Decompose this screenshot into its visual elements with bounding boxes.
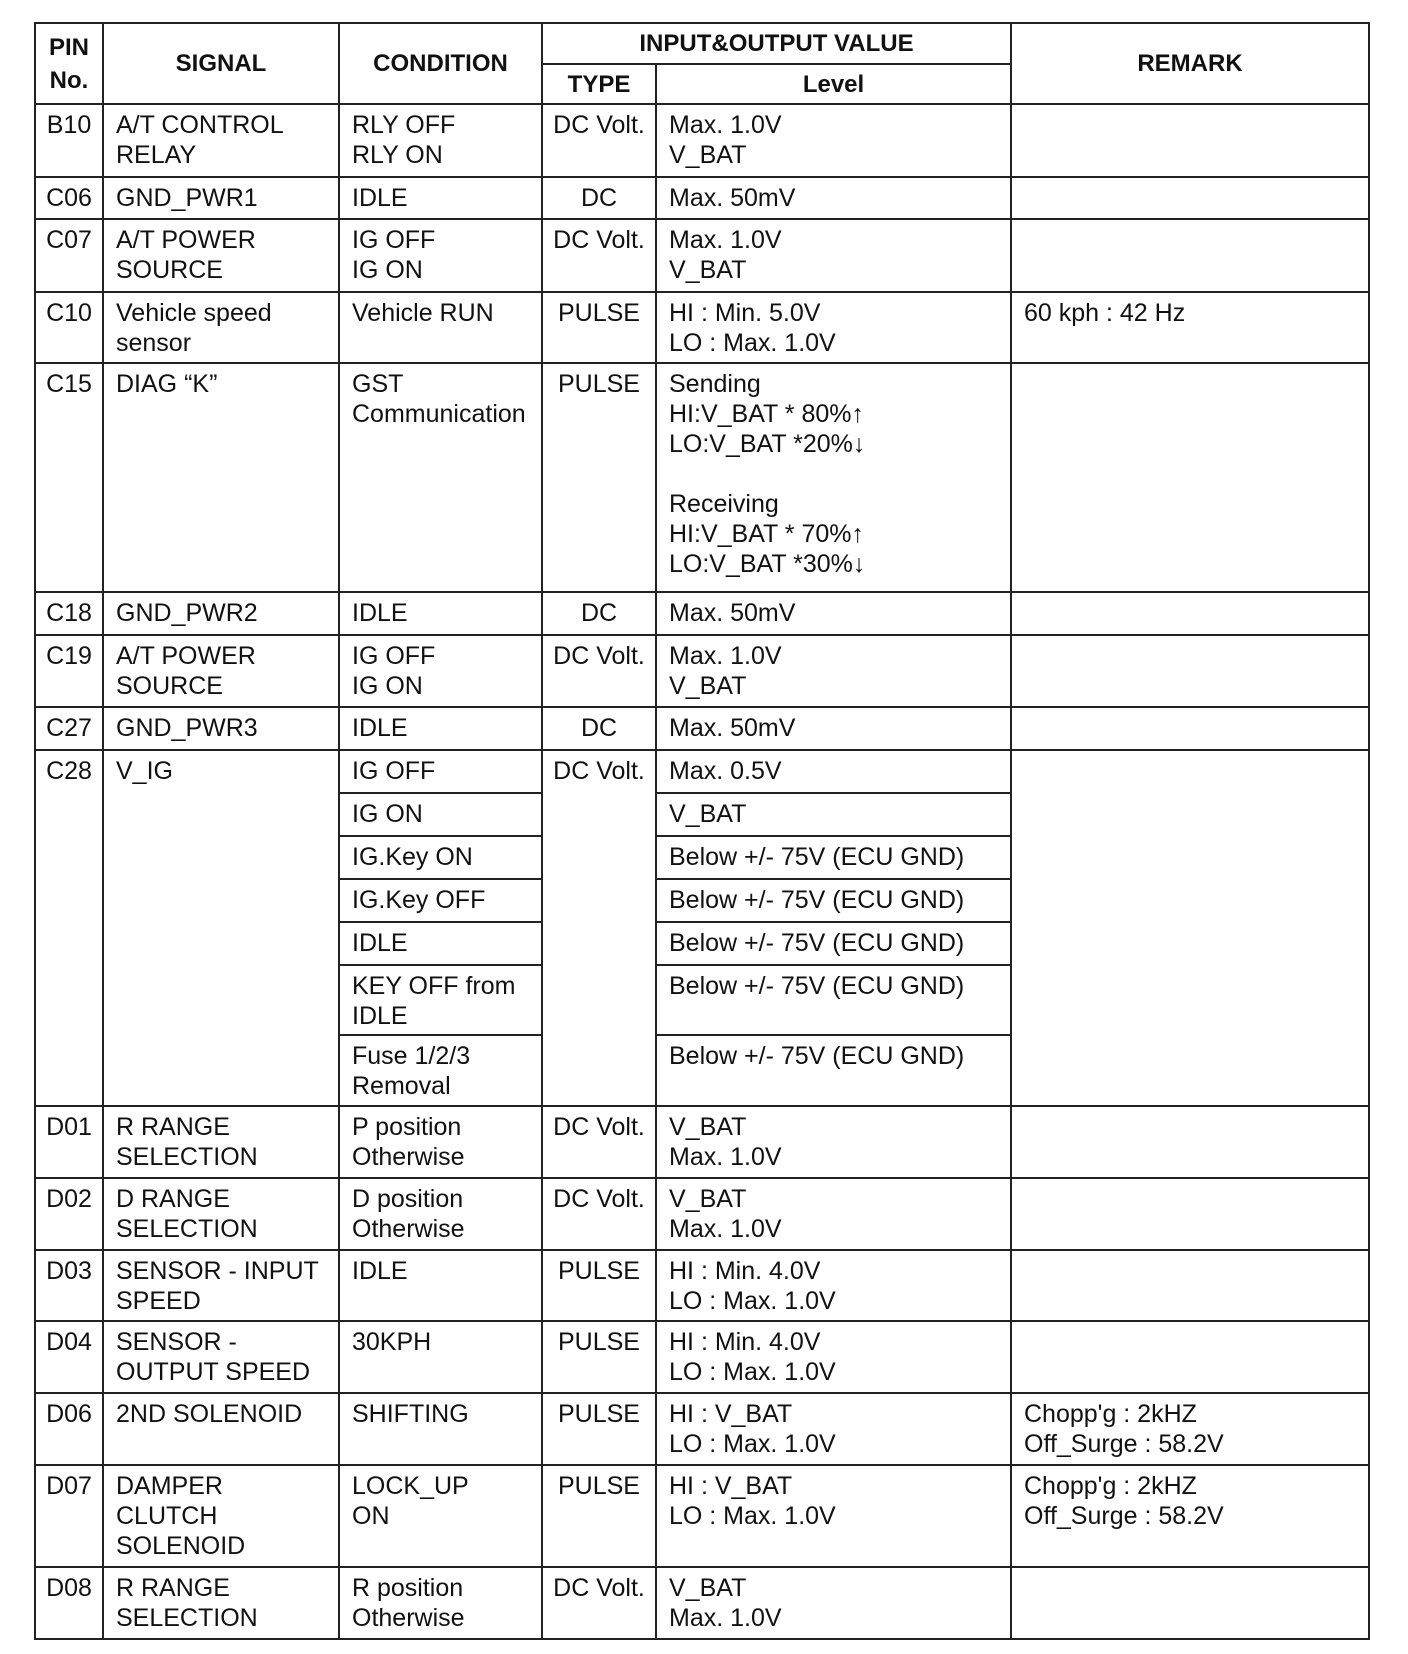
text-line: Otherwise: [352, 1604, 465, 1633]
level-cell: [656, 879, 1011, 921]
condition-cell: [339, 104, 542, 177]
level-cell: [656, 707, 1011, 749]
pin-io-table: [34, 22, 1370, 1640]
text-line: SPEED: [116, 1286, 201, 1315]
text-line: Below +/- 75V (ECU GND): [669, 928, 965, 957]
text-line: RELAY: [116, 141, 197, 169]
text-line: R RANGE: [116, 1113, 230, 1142]
text-line: Max. 50mV: [669, 183, 796, 212]
table-row: [35, 363, 1369, 592]
table-row: [35, 292, 1369, 364]
type-cell: DC Volt.: [542, 219, 656, 292]
signal-cell: [103, 104, 339, 177]
text-line: LOCK_UP: [352, 1471, 469, 1500]
text-line: LO : Max. 1.0V: [669, 1501, 836, 1530]
table-row: [35, 1106, 1369, 1178]
header-io-value: INPUT&OUTPUT VALUE: [542, 23, 1011, 64]
text-line: GND_PWR1: [116, 183, 258, 212]
text-line: IDLE: [352, 183, 408, 212]
text-line: HI:V_BAT * 80%↑: [669, 400, 864, 429]
signal-cell: [103, 1321, 339, 1393]
level-cell: [656, 635, 1011, 708]
pin-cell: C19: [35, 635, 103, 708]
text-line: GND_PWR3: [116, 714, 258, 743]
remark-cell: [1011, 1321, 1369, 1393]
remark-cell: [1011, 363, 1369, 592]
level-cell: [656, 1393, 1011, 1465]
condition-cell: [339, 1393, 542, 1465]
text-line: LO : Max. 1.0V: [669, 328, 836, 357]
text-line: Below +/- 75V (ECU GND): [669, 886, 965, 915]
text-line: OUTPUT SPEED: [116, 1358, 311, 1387]
table-row: [35, 750, 1369, 793]
text-line: DAMPER: [116, 1471, 223, 1500]
condition-cell: [339, 1035, 542, 1106]
condition-cell: [339, 1567, 542, 1639]
signal-cell: [103, 292, 339, 364]
level-cell: [656, 750, 1011, 793]
level-cell: [656, 965, 1011, 1036]
text-line: Max. 1.0V: [669, 225, 782, 254]
text-line: V_BAT: [669, 671, 747, 700]
text-line: Below +/- 75V (ECU GND): [669, 1042, 965, 1071]
text-line: V_BAT: [669, 1574, 747, 1603]
text-line: ON: [352, 1501, 390, 1530]
remark-cell: [1011, 104, 1369, 177]
type-cell: PULSE: [542, 1250, 656, 1322]
text-line: V_BAT: [669, 1113, 747, 1142]
condition-cell: [339, 635, 542, 708]
pin-cell: D02: [35, 1178, 103, 1250]
pin-cell: C18: [35, 592, 103, 634]
text-line: IG ON: [352, 671, 423, 700]
text-line: KEY OFF from: [352, 971, 516, 1000]
level-cell: [656, 592, 1011, 634]
text-line: DIAG “K”: [116, 370, 218, 399]
level-cell: [656, 1035, 1011, 1106]
type-cell: DC: [542, 707, 656, 749]
text-line: Max. 50mV: [669, 599, 796, 628]
text-line: D position: [352, 1184, 464, 1213]
level-cell: [656, 292, 1011, 364]
table-row: [35, 1465, 1369, 1567]
table-row: [35, 1567, 1369, 1639]
table-row: [35, 1321, 1369, 1393]
text-line: Max. 1.0V: [669, 111, 782, 139]
table-row: [35, 635, 1369, 708]
pin-cell: D08: [35, 1567, 103, 1639]
text-line: SELECTION: [116, 1604, 258, 1633]
text-line: HI : Min. 5.0V: [669, 298, 821, 327]
level-cell: [656, 1465, 1011, 1567]
level-cell: [656, 177, 1011, 219]
text-line: SOLENOID: [116, 1531, 246, 1560]
type-cell: PULSE: [542, 1321, 656, 1393]
text-line: GST: [352, 370, 404, 399]
remark-cell: [1011, 1250, 1369, 1322]
pin-cell: D07: [35, 1465, 103, 1567]
remark-cell: [1011, 1106, 1369, 1178]
level-cell: [656, 836, 1011, 879]
text-line: SELECTION: [116, 1214, 258, 1243]
text-line: SENSOR - INPUT: [116, 1256, 319, 1285]
condition-cell: [339, 1321, 542, 1393]
remark-cell: [1011, 1393, 1369, 1465]
type-cell: DC Volt.: [542, 1567, 656, 1639]
condition-cell: [339, 177, 542, 219]
text-line: Off_Surge : 58.2V: [1024, 1430, 1224, 1459]
type-cell: DC Volt.: [542, 750, 656, 1107]
text-line: Otherwise: [352, 1143, 465, 1172]
text-line: D RANGE: [116, 1184, 230, 1213]
level-cell: [656, 922, 1011, 965]
type-cell: PULSE: [542, 1393, 656, 1465]
text-line: Max. 1.0V: [669, 1214, 782, 1243]
pin-cell: D01: [35, 1106, 103, 1178]
table-row: [35, 177, 1369, 219]
text-line: IDLE: [352, 1256, 408, 1285]
condition-cell: [339, 363, 542, 592]
remark-cell: [1011, 635, 1369, 708]
blank-line: [669, 459, 1010, 489]
text-line: R position: [352, 1574, 464, 1603]
condition-cell: [339, 707, 542, 749]
text-line: LO : Max. 1.0V: [669, 1286, 836, 1315]
text-line: IG ON: [352, 799, 423, 828]
table-row: [35, 1250, 1369, 1322]
text-line: HI:V_BAT * 70%↑: [669, 520, 864, 549]
text-line: IG OFF: [352, 756, 436, 785]
header-signal: SIGNAL: [103, 23, 339, 104]
text-line: HI : V_BAT: [669, 1471, 793, 1500]
text-line: A/T POWER: [116, 641, 256, 670]
level-cell: [656, 363, 1011, 592]
condition-cell: [339, 1106, 542, 1178]
condition-cell: [339, 1465, 542, 1567]
condition-cell: [339, 793, 542, 836]
condition-cell: [339, 965, 542, 1036]
signal-cell: [103, 177, 339, 219]
text-line: Below +/- 75V (ECU GND): [669, 843, 965, 872]
text-line: V_BAT: [669, 255, 747, 284]
text-line: IG ON: [352, 255, 423, 284]
text-line: Off_Surge : 58.2V: [1024, 1501, 1224, 1530]
signal-cell: [103, 1393, 339, 1465]
level-cell: [656, 1567, 1011, 1639]
text-line: Chopp'g : 2kHZ: [1024, 1471, 1197, 1500]
remark-cell: [1011, 1567, 1369, 1639]
text-line: IDLE: [352, 928, 408, 957]
text-line: SHIFTING: [352, 1400, 469, 1429]
table-row: [35, 219, 1369, 292]
type-cell: PULSE: [542, 1465, 656, 1567]
remark-cell: [1011, 177, 1369, 219]
type-cell: DC Volt.: [542, 1178, 656, 1250]
text-line: V_IG: [116, 756, 173, 785]
type-cell: PULSE: [542, 363, 656, 592]
text-line: Communication: [352, 400, 526, 429]
condition-cell: [339, 292, 542, 364]
type-cell: DC Volt.: [542, 104, 656, 177]
pin-cell: D06: [35, 1393, 103, 1465]
signal-cell: [103, 1465, 339, 1567]
text-line: CLUTCH: [116, 1501, 218, 1530]
text-line: Max. 50mV: [669, 714, 796, 743]
type-cell: DC: [542, 592, 656, 634]
text-line: sensor: [116, 328, 192, 357]
type-cell: DC Volt.: [542, 635, 656, 708]
level-cell: [656, 1250, 1011, 1322]
remark-cell: [1011, 292, 1369, 364]
table-row: [35, 104, 1369, 177]
text-line: Otherwise: [352, 1214, 465, 1243]
header-level: Level: [656, 64, 1011, 104]
level-cell: [656, 104, 1011, 177]
pin-cell: C15: [35, 363, 103, 592]
pin-cell: C28: [35, 750, 103, 1107]
signal-cell: [103, 750, 339, 1107]
text-line: IDLE: [352, 714, 408, 743]
text-line: A/T POWER: [116, 225, 256, 254]
text-line: IDLE: [352, 599, 408, 628]
text-line: SELECTION: [116, 1143, 258, 1172]
text-line: LO:V_BAT *30%↓: [669, 550, 866, 579]
remark-cell: [1011, 707, 1369, 749]
text-line: GND_PWR2: [116, 599, 258, 628]
pin-cell: C27: [35, 707, 103, 749]
text-line: HI : V_BAT: [669, 1400, 793, 1429]
pin-cell: B10: [35, 104, 103, 177]
text-line: IG.Key ON: [352, 843, 473, 872]
text-line: A/T CONTROL: [116, 111, 284, 139]
level-cell: [656, 1321, 1011, 1393]
type-cell: DC Volt.: [542, 1106, 656, 1178]
text-line: Max. 1.0V: [669, 1143, 782, 1172]
condition-cell: [339, 592, 542, 634]
level-cell: [656, 1178, 1011, 1250]
text-line: V_BAT: [669, 1184, 747, 1213]
pin-cell: C10: [35, 292, 103, 364]
pin-cell: D03: [35, 1250, 103, 1322]
signal-cell: [103, 1178, 339, 1250]
condition-cell: [339, 219, 542, 292]
text-line: IDLE: [352, 1001, 408, 1030]
header-remark: REMARK: [1011, 23, 1369, 104]
condition-cell: [339, 750, 542, 793]
text-line: 60 kph : 42 Hz: [1024, 298, 1186, 327]
text-line: V_BAT: [669, 141, 747, 169]
signal-cell: [103, 363, 339, 592]
type-cell: PULSE: [542, 292, 656, 364]
text-line: P position: [352, 1113, 462, 1142]
text-line: LO : Max. 1.0V: [669, 1358, 836, 1387]
text-line: IG OFF: [352, 641, 436, 670]
text-line: LO:V_BAT *20%↓: [669, 430, 866, 459]
text-line: Chopp'g : 2kHZ: [1024, 1400, 1197, 1429]
text-line: 2ND SOLENOID: [116, 1400, 303, 1429]
pin-cell: D04: [35, 1321, 103, 1393]
pin-cell: C06: [35, 177, 103, 219]
text-line: Sending: [669, 370, 761, 399]
text-line: Vehicle RUN: [352, 298, 494, 327]
text-line: SENSOR -: [116, 1328, 237, 1357]
text-line: RLY ON: [352, 141, 443, 169]
table-body: [35, 104, 1369, 1639]
remark-cell: [1011, 219, 1369, 292]
table-row: [35, 592, 1369, 634]
signal-cell: [103, 1106, 339, 1178]
header-pin: PIN No.: [35, 23, 103, 104]
remark-cell: [1011, 1465, 1369, 1567]
signal-cell: [103, 1250, 339, 1322]
signal-cell: [103, 1567, 339, 1639]
table-row: [35, 1178, 1369, 1250]
text-line: RLY OFF: [352, 111, 456, 139]
condition-cell: [339, 1178, 542, 1250]
table-row: [35, 707, 1369, 749]
level-cell: [656, 793, 1011, 836]
text-line: Max. 1.0V: [669, 641, 782, 670]
text-line: SOURCE: [116, 671, 223, 700]
text-line: Below +/- 75V (ECU GND): [669, 971, 965, 1000]
text-line: Max. 0.5V: [669, 756, 782, 785]
level-cell: [656, 219, 1011, 292]
pin-cell: C07: [35, 219, 103, 292]
signal-cell: [103, 635, 339, 708]
remark-cell: [1011, 750, 1369, 1107]
condition-cell: [339, 836, 542, 879]
remark-cell: [1011, 1178, 1369, 1250]
text-line: IG.Key OFF: [352, 886, 486, 915]
text-line: 30KPH: [352, 1328, 432, 1357]
text-line: IG OFF: [352, 225, 436, 254]
condition-cell: [339, 1250, 542, 1322]
signal-cell: [103, 707, 339, 749]
header-condition: CONDITION: [339, 23, 542, 104]
text-line: HI : Min. 4.0V: [669, 1328, 821, 1357]
text-line: HI : Min. 4.0V: [669, 1256, 821, 1285]
level-cell: [656, 1106, 1011, 1178]
text-line: Vehicle speed: [116, 298, 272, 327]
text-line: R RANGE: [116, 1574, 230, 1603]
text-line: Max. 1.0V: [669, 1604, 782, 1633]
signal-cell: [103, 219, 339, 292]
signal-cell: [103, 592, 339, 634]
text-line: Fuse 1/2/3: [352, 1042, 471, 1071]
table-row: [35, 1393, 1369, 1465]
condition-cell: [339, 922, 542, 965]
text-line: Receiving: [669, 490, 779, 519]
header-type: TYPE: [542, 64, 656, 104]
text-line: V_BAT: [669, 799, 747, 828]
text-line: SOURCE: [116, 255, 223, 284]
type-cell: DC: [542, 177, 656, 219]
text-line: LO : Max. 1.0V: [669, 1430, 836, 1459]
condition-cell: [339, 879, 542, 921]
remark-cell: [1011, 592, 1369, 634]
text-line: Removal: [352, 1072, 451, 1101]
